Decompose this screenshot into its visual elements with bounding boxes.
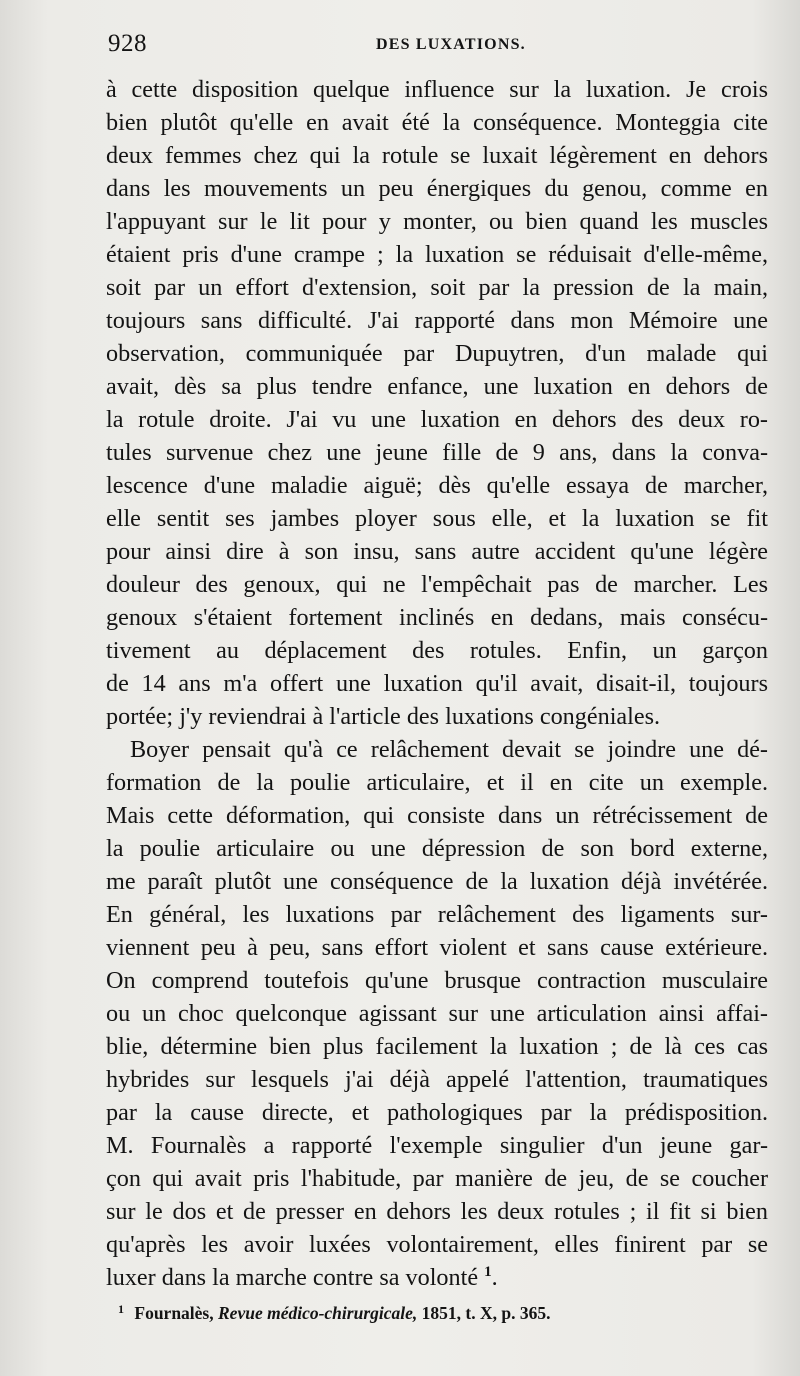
text-line-content: genoux s'étaient fortement inclinés en dedans, mais consécu- bbox=[106, 604, 768, 631]
text-line bbox=[106, 634, 768, 667]
text-line bbox=[106, 205, 768, 238]
page-number: 928 bbox=[108, 30, 147, 57]
text-line-content: En général, les luxations par relâchement des ligaments sur- bbox=[106, 901, 768, 928]
footnote-details: 1851, t. X, p. 365. bbox=[421, 1303, 551, 1323]
footnote-author: Fournalès, bbox=[134, 1303, 214, 1323]
text-line-content: étaient pris d'une crampe ; la luxation se réduisait d'elle-même, bbox=[106, 241, 768, 268]
footnote-journal: Revue médico-chirurgicale, bbox=[218, 1303, 418, 1323]
text-line-content: lescence d'une maladie aiguë; dès qu'elle essaya de marcher, bbox=[106, 472, 768, 499]
text-line bbox=[106, 931, 768, 964]
text-line-content: Mais cette déformation, qui consiste dans un rétrécissement de bbox=[106, 802, 768, 829]
text-line bbox=[106, 1228, 768, 1261]
footnote bbox=[118, 1297, 758, 1325]
text-line bbox=[106, 1096, 768, 1129]
body-text bbox=[106, 73, 768, 1294]
text-line-content: toujours sans difficulté. J'ai rapporté dans mon Mémoire une bbox=[106, 307, 768, 334]
text-line bbox=[106, 997, 768, 1030]
text-line bbox=[106, 139, 768, 172]
footnote-reference[interactable]: 1 bbox=[484, 1264, 492, 1280]
text-line bbox=[106, 436, 768, 469]
footnote-marker: 1 bbox=[118, 1302, 124, 1316]
text-line-content: Boyer pensait qu'à ce relâchement devait se joindre une dé- bbox=[130, 736, 768, 763]
text-line-content: pour ainsi dire à son insu, sans autre accident qu'une légère bbox=[106, 538, 768, 565]
text-line bbox=[106, 238, 768, 271]
text-line-content: douleur des genoux, qui ne l'empêchait pas de marcher. Les bbox=[106, 571, 768, 598]
text-line bbox=[106, 799, 768, 832]
text-line bbox=[106, 502, 768, 535]
text-line bbox=[106, 865, 768, 898]
text-line bbox=[106, 1030, 768, 1063]
text-line bbox=[106, 667, 768, 700]
text-line-content: avait, dès sa plus tendre enfance, une luxation en dehors de bbox=[106, 373, 768, 400]
text-line bbox=[106, 73, 768, 106]
text-line-content: observation, communiquée par Dupuytren, d'un malade qui bbox=[106, 340, 768, 367]
text-line-content: soit par un effort d'extension, soit par la pression de la main, bbox=[106, 274, 768, 301]
text-line bbox=[106, 733, 768, 766]
text-line bbox=[106, 1195, 768, 1228]
text-line bbox=[106, 1261, 768, 1294]
text-line bbox=[106, 535, 768, 568]
text-line-content: blie, détermine bien plus facilement la luxation ; de là ces cas bbox=[106, 1033, 768, 1060]
text-line-content: portée; j'y reviendrai à l'article des luxations congéniales. bbox=[106, 703, 661, 730]
text-line-content: elle sentit ses jambes ployer sous elle, et la luxation se fit bbox=[106, 505, 768, 532]
text-line-content: deux femmes chez qui la rotule se luxait légèrement en dehors bbox=[106, 142, 768, 169]
text-line bbox=[106, 106, 768, 139]
text-line bbox=[106, 172, 768, 205]
text-line bbox=[106, 337, 768, 370]
text-line bbox=[106, 1063, 768, 1096]
text-line-content: M. Fournalès a rapporté l'exemple singulier d'un jeune gar- bbox=[106, 1132, 768, 1159]
text-line-content: par la cause directe, et pathologiques par la prédisposition. bbox=[106, 1099, 768, 1126]
text-line bbox=[106, 568, 768, 601]
text-line bbox=[106, 370, 768, 403]
text-line-content: bien plutôt qu'elle en avait été la conséquence. Monteggia cite bbox=[106, 109, 768, 136]
text-line-content: ou un choc quelconque agissant sur une articulation ainsi affai- bbox=[106, 1000, 768, 1027]
text-line-content: l'appuyant sur le lit pour y monter, ou bien quand les muscles bbox=[106, 208, 768, 235]
text-line bbox=[106, 766, 768, 799]
text-line bbox=[106, 601, 768, 634]
text-line-content: à cette disposition quelque influence sur la luxation. Je crois bbox=[106, 76, 768, 103]
text-line-content: On comprend toutefois qu'une brusque contraction musculaire bbox=[106, 967, 768, 994]
text-line bbox=[106, 832, 768, 865]
text-line bbox=[106, 898, 768, 931]
text-line-content: qu'après les avoir luxées volontairement, elles finirent par se bbox=[106, 1231, 768, 1258]
text-line-content: tivement au déplacement des rotules. Enfin, un garçon bbox=[106, 637, 768, 664]
text-line-content: viennent peu à peu, sans effort violent et sans cause extérieure. bbox=[106, 934, 768, 961]
text-line bbox=[106, 304, 768, 337]
text-line bbox=[106, 700, 768, 733]
text-line-content: formation de la poulie articulaire, et il en cite un exemple. bbox=[106, 769, 768, 796]
sentence-end: . bbox=[491, 1264, 498, 1291]
text-line-content: la poulie articulaire ou une dépression de son bord externe, bbox=[106, 835, 768, 862]
text-line bbox=[106, 1129, 768, 1162]
text-line-content: çon qui avait pris l'habitude, par manière de jeu, de se coucher bbox=[106, 1165, 768, 1192]
page-header bbox=[108, 30, 776, 60]
text-line-content: sur le dos et de presser en dehors les deux rotules ; il fit si bien bbox=[106, 1198, 768, 1225]
text-line-content: de 14 ans m'a offert une luxation qu'il avait, disait-il, toujours bbox=[106, 670, 768, 697]
text-line-content: hybrides sur lesquels j'ai déjà appelé l'attention, traumatiques bbox=[106, 1066, 768, 1093]
text-line-content: luxer dans la marche contre sa volonté bbox=[106, 1264, 479, 1291]
text-line bbox=[106, 964, 768, 997]
text-line bbox=[106, 469, 768, 502]
text-line bbox=[106, 403, 768, 436]
text-line-content: me paraît plutôt une conséquence de la luxation déjà invétérée. bbox=[106, 868, 768, 895]
text-line bbox=[106, 1162, 768, 1195]
text-line bbox=[106, 271, 768, 304]
text-line-content: dans les mouvements un peu énergiques du genou, comme en bbox=[106, 175, 768, 202]
text-line-content: la rotule droite. J'ai vu une luxation en dehors des deux ro- bbox=[106, 406, 768, 433]
running-head: DES LUXATIONS. bbox=[376, 36, 526, 53]
text-line-content: tules survenue chez une jeune fille de 9 ans, dans la conva- bbox=[106, 439, 768, 466]
